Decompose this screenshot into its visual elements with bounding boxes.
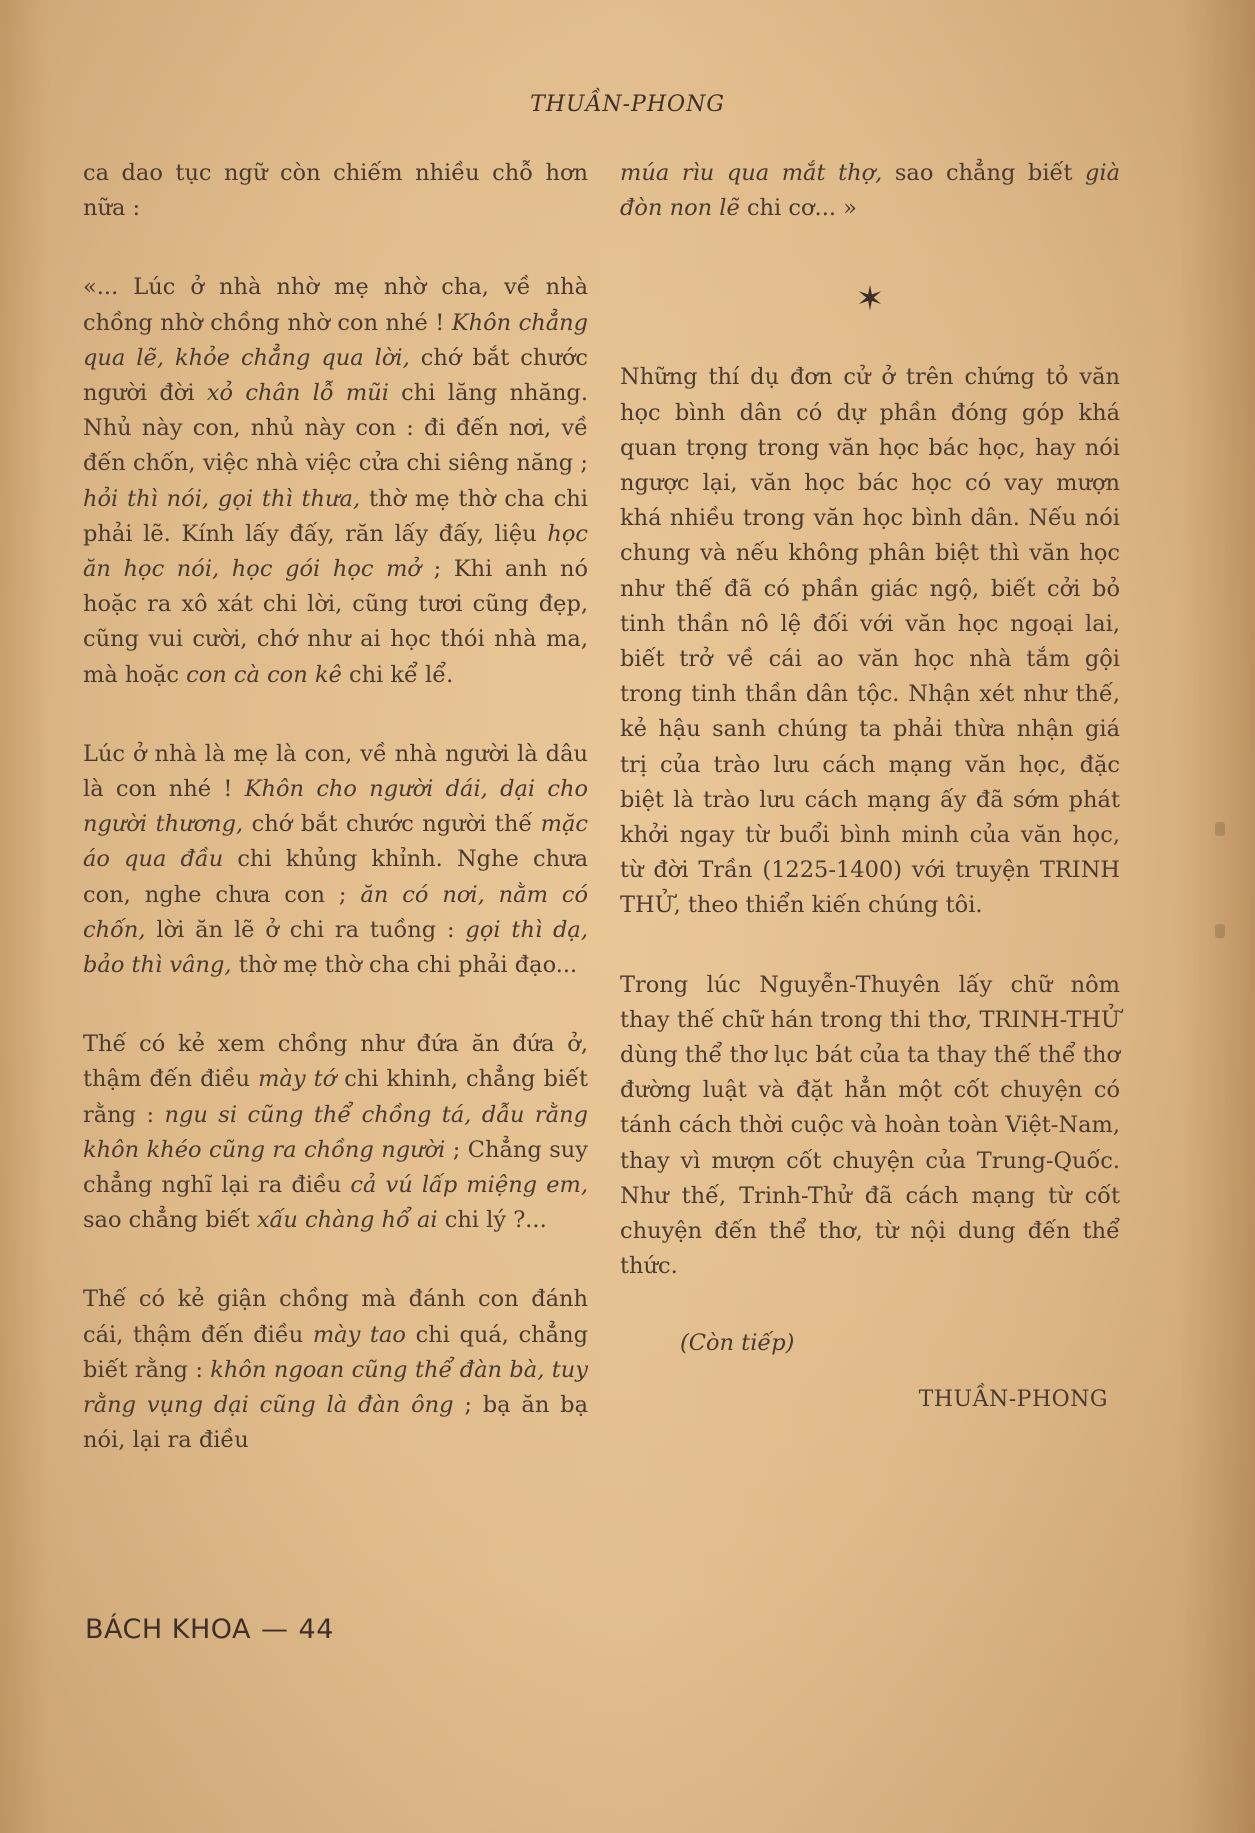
italic-text: múa rìu qua mắt thợ, — [620, 160, 883, 186]
text-run: lời ăn lẽ ở chi ra tuồng : — [145, 916, 466, 943]
author-signature: THUẦN-PHONG — [918, 1386, 1108, 1412]
text-run: chi lý ?... — [437, 1207, 547, 1234]
italic-text: cả vú lấp miệng em, — [350, 1172, 588, 1199]
text-run: thờ mẹ thờ cha chi phải lẽ. Kính lấy đấy, răn lấy đấy, liệu — [83, 485, 588, 547]
italic-text: hỏi thì nói, gọi thì thưa, — [83, 485, 361, 512]
paper-mark — [1215, 822, 1225, 836]
text-run: Thế có kẻ giận chồng mà đánh con đánh cái, thậm đến điều — [83, 1286, 588, 1348]
paragraph — [83, 737, 588, 983]
text-run: sao chẳng biết — [882, 160, 1085, 186]
italic-text: ăn có nơi, nằm có chốn, — [83, 881, 589, 943]
italic-text: con cà con kê — [186, 661, 342, 688]
italic-text: Khôn cho người dái, dại cho người thương, — [83, 776, 589, 838]
left-column — [83, 156, 588, 1459]
text-run: Trong lúc Nguyễn-Thuyên lấy chữ nôm thay thế chữ hán trong thi thơ, TRINH-THỬ dùng thể thơ lục bát của ta thay thế thể thơ đường luật và đặt hẳn một cốt chuyện có tánh cách thời cuộc và hoàn toàn Việt-Nam, thay vì mượn cốt chuyện của Trung-Quốc. Như thế, Trinh-Thử đã cách mạng từ cốt chuyện đến thể thơ, từ nội dung đến thể thức. — [620, 971, 1120, 1280]
paragraph — [83, 1282, 588, 1458]
paragraph — [620, 360, 1120, 923]
italic-text: khôn ngoan cũng thể đàn bà, tuy rằng vụng dại cũng là đàn ông — [83, 1356, 588, 1419]
footer-separator: — — [261, 1614, 289, 1645]
text-run: chi kể lể. — [341, 661, 454, 688]
text-run: Lúc ở nhà là mẹ là con, về nhà người là dâu là con nhé ! — [83, 740, 588, 803]
italic-text: xấu chàng hổ ai — [256, 1207, 438, 1234]
text-run: chi quá, chẳng biết rằng : — [83, 1321, 588, 1383]
text-run: chi cơ... » — [739, 195, 857, 222]
paragraph — [83, 1027, 588, 1238]
text-run: ; Chẳng suy chẳng nghĩ lại ra điều — [83, 1136, 588, 1199]
running-header: THUẦN-PHONG — [530, 92, 725, 117]
italic-text: học ăn học nói, học gói học mở — [83, 520, 588, 583]
text-run: chi khinh, chẳng biết rằng : — [83, 1066, 588, 1128]
italic-text: ngu si cũng thể chồng tá, dẫu rằng khôn khéo cũng ra chồng người — [83, 1101, 588, 1163]
paragraph — [83, 156, 588, 226]
italic-text: Khôn chẳng qua lẽ, khỏe chẳng qua lời, — [83, 309, 588, 371]
text-run: chi khủng khỉnh. Nghe chưa con, nghe chưa con ; — [83, 846, 588, 908]
italic-text: mày tao — [312, 1321, 406, 1348]
text-run: Những thí dụ đơn cử ở trên chứng tỏ văn học bình dân có dự phần đóng góp khá quan trọng trong văn học bác học, hay nói ngược lại, văn học bác học có vay mượn khá nhiều trong văn học bình dân. Nếu nói chung và nếu không phân biệt thì văn học như thế đã có phần giác ngộ, biết cởi bỏ tinh thần nô lệ đối với văn học ngoại lai, biết trở về cái ao văn học nhà tắm gội trong tinh thần dân tộc. Nhận xét như thế, kẻ hậu sanh chúng ta phải thừa nhận giá trị của trào lưu cách mạng văn học, đặc biệt là trào lưu cách mạng ấy đã sớm phát khởi ngay từ buổi bình minh của văn học, từ đời Trần (1225-1400) với truyện TRINH THỬ, theo thiển kiến chúng tôi. — [620, 364, 1120, 919]
to-be-continued: (Còn tiếp) — [680, 1330, 795, 1357]
paragraph-continuation — [620, 156, 1120, 226]
text-run: sao chẳng biết — [83, 1207, 257, 1234]
italic-text: xỏ chân lỗ mũi — [206, 380, 389, 407]
text-run: ; bạ ăn bạ nói, lại ra điều — [83, 1392, 588, 1454]
italic-text: già đòn non lẽ — [620, 160, 1121, 222]
text-run: ; Khi anh nó hoặc ra xô xát chi lời, cũng tươi cũng đẹp, cũng vui cười, chớ như ai học thói nhà ma, mà hoặc — [83, 556, 588, 688]
text-run: Thế có kẻ xem chồng như đứa ăn đứa ở, thậm đến điều — [83, 1031, 588, 1093]
text-run: «... Lúc ở nhà nhờ mẹ nhờ cha, về nhà chồng nhờ chồng nhờ con nhé ! — [83, 274, 588, 336]
italic-text: gọi thì dạ, bảo thì vâng, — [83, 916, 588, 979]
right-column — [620, 156, 1120, 1417]
text-run: chớ bắt chước người thế — [243, 811, 541, 838]
text-run: thờ mẹ thờ cha chi phải đạo... — [231, 952, 578, 979]
page-footer — [85, 1614, 334, 1645]
text-run: chớ bắt chước người đời — [83, 344, 588, 407]
text-run: chi lăng nhăng. Nhủ này con, nhủ này con : đi đến nơi, về đến chốn, việc nhà việc cửa chi siêng năng ; — [83, 380, 588, 477]
section-divider-star-icon: ✶ — [855, 279, 885, 320]
text-run: ca dao tục ngữ còn chiếm nhiều chỗ hơn nữa : — [83, 160, 588, 222]
paragraph — [620, 968, 1120, 1285]
paper-mark — [1215, 924, 1225, 938]
magazine-name: BÁCH KHOA — [85, 1614, 252, 1645]
paragraph — [83, 270, 588, 692]
italic-text: mặc áo qua đầu — [83, 811, 588, 873]
page-number: 44 — [298, 1614, 334, 1645]
italic-text: mày tớ — [258, 1066, 337, 1093]
